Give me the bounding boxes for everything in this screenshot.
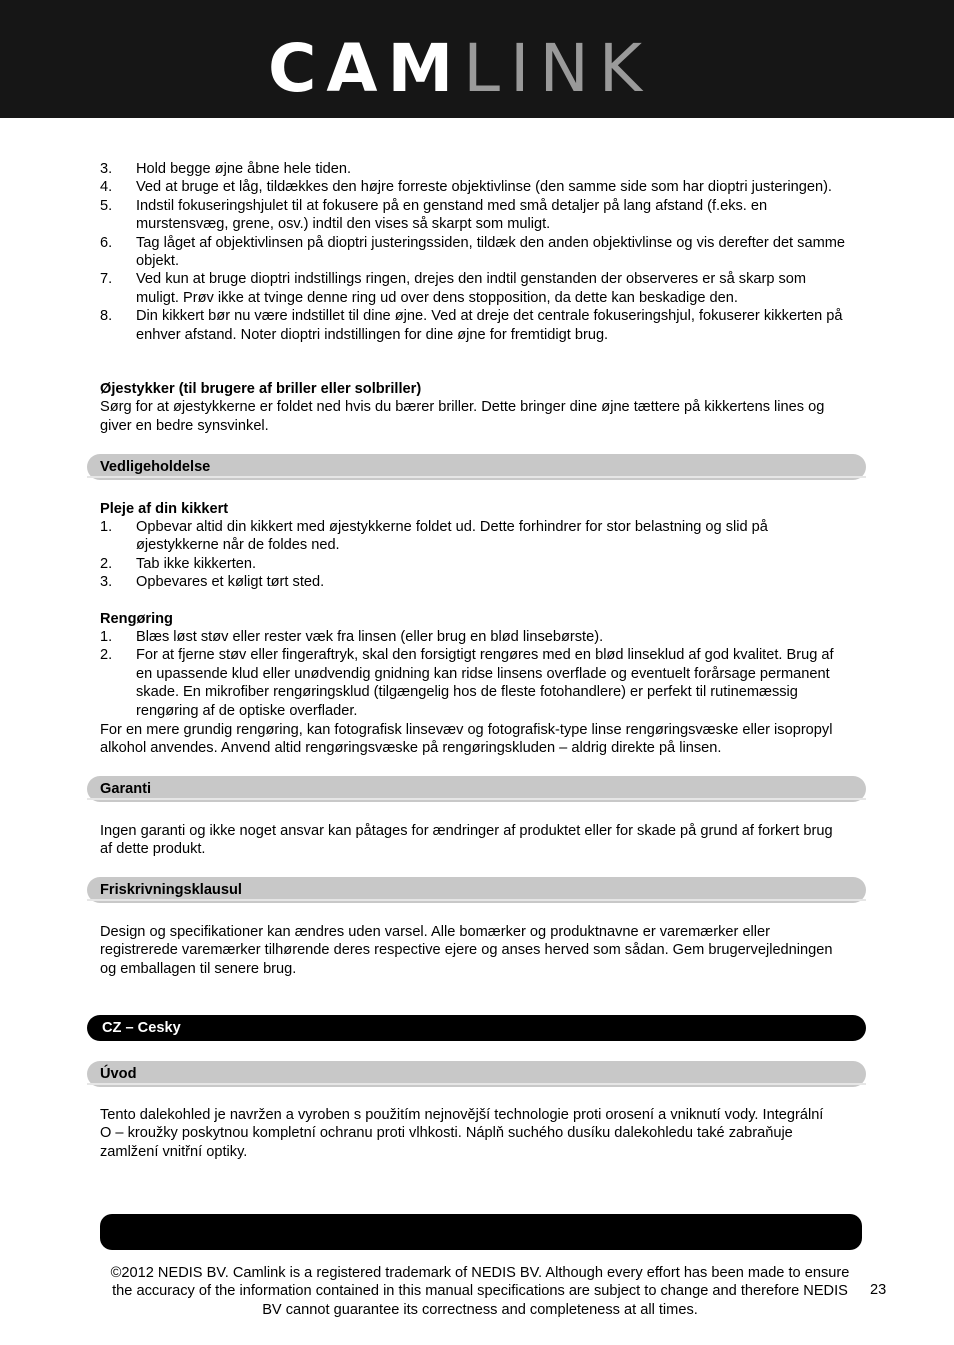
care-list [100, 518, 852, 592]
eyecups-heading: Øjestykker (til brugere af briller eller solbriller) [100, 381, 422, 397]
eyecups-text: Sørg for at øjestykkerne er foldet ned hvis du bærer briller. Dette bringer dine øjne tættere på kikkertens lines og giver en bedre synsvinkel. [100, 399, 825, 434]
warranty-block [100, 822, 840, 859]
list-text: Ved kun at bruge dioptri indstillings ringen, drejes den indtil genstanden der observeres er så skarp som muligt. Prøv ikke at tvinge denne ring ud over dens stopposition, da dette kan beskadige den. [136, 271, 807, 306]
list-item [100, 518, 852, 555]
list-num: 4. [100, 179, 113, 196]
adjustment-steps [100, 160, 852, 344]
list-item [100, 234, 852, 271]
section-title: Garanti [100, 781, 152, 797]
intro-text: Tento dalekohled je navržen a vyroben s použitím nejnovější technologie proti orosení a vniknutí vody. Integrální O – kroužky poskytnou kompletní ochranu proti vlhkosti. Náplň suchého dusíku dalekohledu také zabraňuje zamlžení vnitřní optiky. [100, 1107, 824, 1160]
list-text: For at fjerne støv eller fingeraftryk, skal den forsigtigt rengøres med en blød linseklud af god kvalitet. Brug af en upassende klud eller unødvendig gnidning kan ridse linsens overflade og eventuelt forårsage permanent skade. En mikrofiber rengøringsklud (tilgængelig hos de fleste fotohandlere) er perfekt til rutinemæssig rengøring af de optiske overflader. [136, 647, 834, 719]
list-num: 3. [100, 574, 113, 591]
list-item [100, 307, 852, 344]
list-num: 2. [100, 555, 113, 572]
list-num: 6. [100, 234, 113, 251]
list-num: 8. [100, 308, 113, 325]
section-title: Vedligeholdelse [100, 459, 211, 475]
disclaimer-text: Design og specifikationer kan ændres uden varsel. Alle bomærker og produktnavne er varemærker eller registrerede varemærker tilhørende deres respective ejere og anses herved som sådan. Gem brugervejledningen og emballagen til senere brug. [100, 924, 833, 977]
footer-copyright: ©2012 NEDIS BV. Camlink is a registered trademark of NEDIS BV. Although every effort has been made to ensure the accuracy of the information contained in this manual specifications are subject to change and therefore NEDIS BV cannot guarantee its correctness and completeness at all times. [110, 1265, 850, 1318]
list-num: 1. [100, 629, 113, 645]
section-bar-disclaimer [87, 877, 866, 903]
logo-cam: CAM [268, 30, 464, 107]
section-title: Úvod [100, 1066, 137, 1082]
list-text: Tab ikke kikkerten. [136, 555, 257, 572]
header-banner [0, 0, 954, 118]
list-num: 7. [100, 271, 113, 288]
section-title: Friskrivningsklausul [100, 882, 242, 898]
list-text: Din kikkert bør nu være indstillet til dine øjne. Ved at dreje det centrale fokuseringshjul, fokuserer kikkerten på enhver afstand. Noter dioptri indstillingen for dine øjne for fremtidigt brug. [136, 308, 843, 343]
list-num: 2. [100, 647, 113, 664]
intro-block [100, 1106, 830, 1161]
logo-link: LINK [463, 30, 653, 107]
camlink-logo [268, 30, 653, 107]
list-num: 5. [100, 197, 113, 214]
page-number: 23 [870, 1282, 887, 1298]
care-heading: Pleje af din kikkert [100, 501, 229, 517]
warranty-text: Ingen garanti og ikke noget ansvar kan påtages for ændringer af produktet eller for skade på grund af forkert brug af dette produkt. [100, 823, 833, 858]
list-item [100, 178, 852, 196]
list-item [100, 197, 852, 234]
list-text: Hold begge øjne åbne hele tiden. [136, 161, 352, 177]
cleaning-text-block [100, 721, 860, 758]
footer-bar [100, 1214, 862, 1250]
section-bar-maintenance [87, 454, 866, 480]
cleaning-heading: Rengøring [100, 611, 173, 627]
language-bar-cz [87, 1015, 866, 1041]
list-text: Indstil fokuseringshjulet til at fokusere på en genstand med små detaljer på lang afstand (f.eks. en murstensvæg, grene, osv.) indtil den vises så skarpt som muligt. [136, 197, 768, 233]
list-text: Opbevares et køligt tørt sted. [136, 574, 325, 591]
eyecups-block [100, 380, 860, 435]
disclaimer-block [100, 923, 845, 978]
section-bar-intro [87, 1061, 866, 1087]
language-title: CZ – Cesky [102, 1020, 181, 1036]
list-num: 3. [100, 161, 113, 177]
section-bar-warranty [87, 776, 866, 802]
list-text: Ved at bruge et låg, tildækkes den højre forreste objektivlinse (den samme side som har dioptri justeringen). [136, 179, 832, 196]
list-item [100, 270, 852, 307]
cleaning-text: For en mere grundig rengøring, kan fotografisk linsevæv og fotografisk-type linse rengøringsvæske eller isopropyl alkohol anvendes. Anvend altid rengøringsvæske på rengøringskluden – aldrig direkte på linsen. [100, 722, 833, 757]
care-heading-block [100, 500, 860, 518]
list-num: 1. [100, 519, 113, 535]
list-text: Blæs løst støv eller rester væk fra linsen (eller brug en blød linsebørste). [136, 629, 604, 645]
list-text: Tag låget af objektivlinsen på dioptri justeringssiden, tildæk den anden objektivlinse og vis derefter det samme objekt. [136, 234, 846, 270]
list-item [100, 555, 852, 573]
list-item [100, 646, 852, 720]
list-item [100, 160, 852, 178]
list-text: Opbevar altid din kikkert med øjestykkerne foldet ud. Dette forhindrer for stor belastning og slid på øjestykkerne når de foldes ned. [136, 519, 768, 554]
list-item [100, 573, 852, 591]
cleaning-list [100, 628, 852, 720]
cleaning-heading-block [100, 610, 860, 628]
list-item [100, 628, 852, 646]
